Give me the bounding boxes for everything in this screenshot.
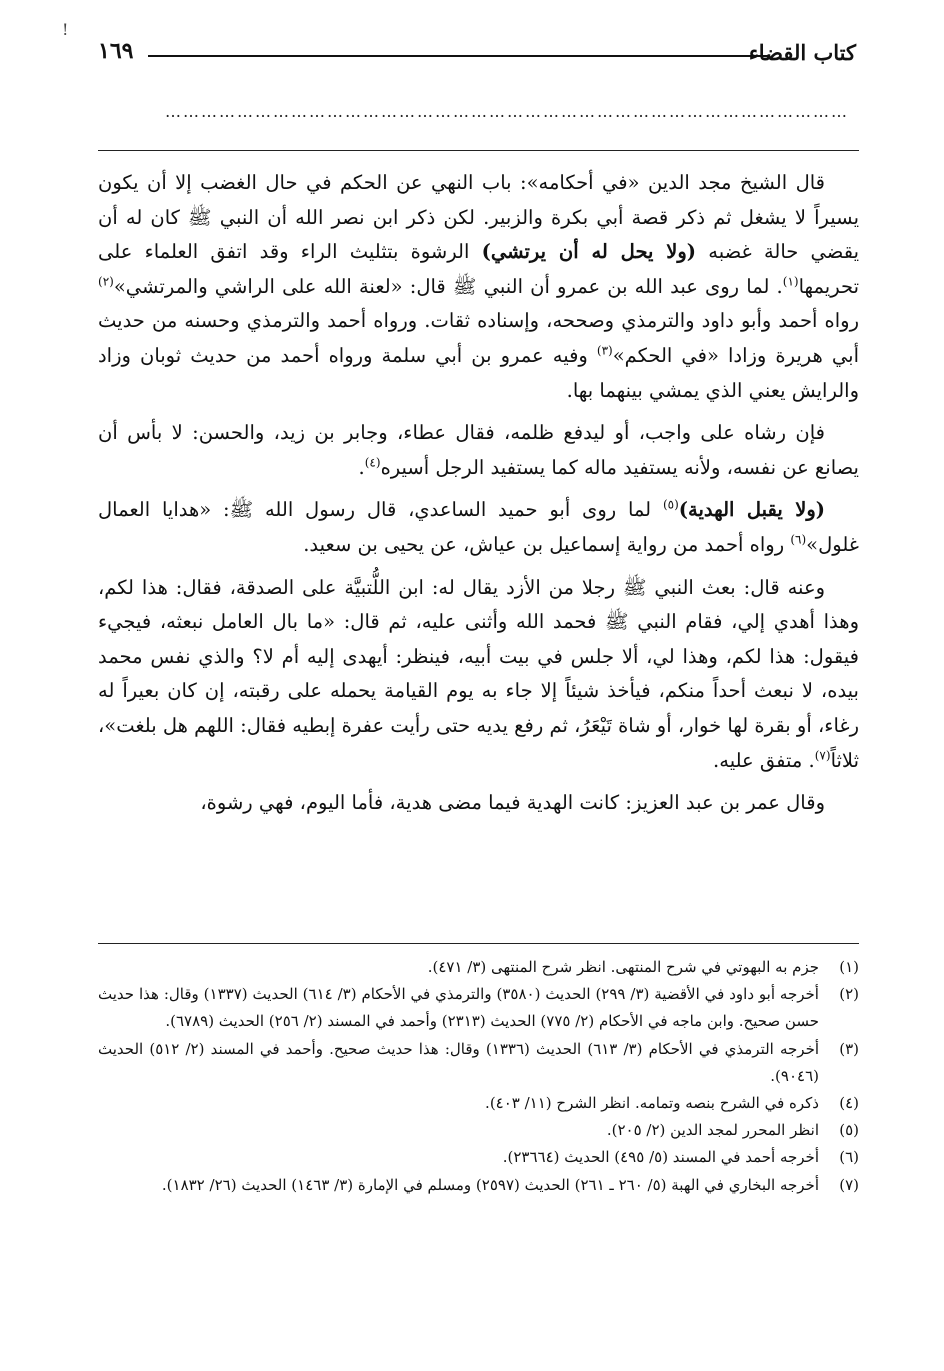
footnote-ref: (٣) xyxy=(596,343,613,358)
footnote-text: أخرجه أحمد في المسند (٥/ ٤٩٥) الحديث (٢٣٦٦٤). xyxy=(502,1148,819,1167)
paragraph xyxy=(98,166,859,408)
paragraph-text: فإن رشاه على واجب، أو ليدفع ظلمه، فقال عطاء، وجابر بن زيد، والحسن: لا بأس أن يصانع عن نفسه، ولأنه يستفيد ماله كما يستفيد الرجل أسيره xyxy=(98,421,859,479)
footnote-rule xyxy=(98,943,859,944)
paragraph xyxy=(98,493,859,562)
paragraph-text: . لما روى عبد الله بن عمرو أن النبي ﷺ قال: «لعنة الله على الراشي والمرتشي» xyxy=(113,274,783,298)
top-rule xyxy=(98,150,859,151)
separator-dots: …………………………………………………………………………………………………… xyxy=(165,102,849,121)
matn-text: (ولا يقبل الهدية) xyxy=(678,498,825,522)
main-text xyxy=(98,166,859,829)
chapter-title: كتاب القضاء xyxy=(748,40,856,65)
footnote-number: (٧) xyxy=(839,1175,859,1194)
margin-mark: ! xyxy=(62,20,69,39)
running-header xyxy=(98,38,856,70)
footnote xyxy=(98,1144,859,1171)
footnote-ref: (١) xyxy=(782,274,799,289)
footnotes xyxy=(98,954,859,1199)
footnote-number: (٢) xyxy=(839,985,859,1004)
paragraph-text: الرشوة بتثليث الراء وقد اتفق العلماء على تحريمها xyxy=(98,240,859,298)
footnote-number: (٦) xyxy=(839,1148,859,1167)
paragraph-text: رواه أحمد من رواية إسماعيل بن عياش، عن يحيى بن سعيد. xyxy=(303,532,791,556)
footnote-ref: (٢) xyxy=(98,274,114,289)
footnote xyxy=(98,1090,859,1117)
footnote-ref: (٤) xyxy=(364,455,381,470)
paragraph xyxy=(98,786,859,821)
page-number: ١٦٩ xyxy=(98,38,134,64)
footnote-text: انظر المحرر لمجد الدين (٢/ ٢٠٥). xyxy=(606,1121,819,1140)
paragraph-text: وفيه عمرو بن أبي سلمة ورواه أحمد من حديث ثوبان وزاد والرايش يعني الذي يمشي بينهما بها. xyxy=(98,343,859,402)
paragraph-text: لما روى أبو حميد الساعدي، قال رسول الله ﷺ: «هدايا العمال غلول» xyxy=(98,498,859,556)
footnote xyxy=(98,981,859,1035)
footnote-text: جزم به البهوتي في شرح المنتهى. انظر شرح المنتهى (٣/ ٤٧١). xyxy=(427,958,819,976)
footnote-ref: (٥) xyxy=(662,497,679,512)
footnote-text: ذكره في الشرح بنصه وتمامه. انظر الشرح (١١/ ٤٠٣). xyxy=(485,1094,819,1113)
footnote-number: (٥) xyxy=(839,1121,859,1140)
paragraph-text: وعنه قال: بعث النبي ﷺ رجلا من الأزد يقال له: ابن اللُّتبيَّة على الصدقة، فقال: هذا لكم، وهذا أهدي إلي، فقام النبي ﷺ فحمد الله وأثنى عليه، ثم قال: «ما بال العامل نبعثه، فيجيء فيقول: هذا لكم، وهذا لي، ألا جلس في بيت أبيه، فينظر: أيهدى إليه أم لا؟ والذي نفس محمد بيده، لا نبعث أحداً منكم، فيأخذ شيئاً إلا جاء به يوم القيامة يحمله على رقبته، إن كان بعيراً له رغاء، أو بقرة لها خوار، أو شاة تَيْعَرُ، ثم رفع يديه حتى رأيت عفرة إبطيه فقال: اللهم هل بلغت»، ثلاثاً xyxy=(98,575,859,772)
footnote xyxy=(98,1036,859,1090)
footnote-number: (٣) xyxy=(839,1039,859,1058)
footnote-number: (٤) xyxy=(839,1094,859,1113)
paragraph-text: قال الشيخ مجد الدين «في أحكامه»: باب النهي عن الحكم في حال الغضب إلا أن يكون يسيراً لا يشغل ثم ذكر قصة أبي بكرة والزبير. لكن ذكر ابن نصر الله أن النبي ﷺ كان له أن يقضي حالة غضبه xyxy=(98,171,860,264)
footnote-text: أخرجه الترمذي في الأحكام (٣/ ٦١٣) الحديث (١٣٣٦) وقال: هذا حديث صحيح. وأحمد في المسند (٢/ ٥١٢) الحديث (٩٠٤٦). xyxy=(98,1039,820,1085)
footnote xyxy=(98,954,859,981)
footnote-ref: (٦) xyxy=(790,532,807,547)
footnote xyxy=(98,1172,859,1199)
header-rule xyxy=(148,55,770,57)
paragraph-text: وقال عمر بن عبد العزيز: كانت الهدية فيما مضى هدية، فأما اليوم، فهي رشوة، xyxy=(200,791,825,815)
paragraph-text: . متفق عليه. xyxy=(713,748,815,772)
footnote-ref: (٧) xyxy=(814,748,831,762)
paragraph xyxy=(98,416,859,485)
footnote-text: أخرجه البخاري في الهبة (٥/ ٢٦٠ ـ ٢٦١) الحديث (٢٥٩٧) ومسلم في الإمارة (٣/ ١٤٦٣) الحديث (٢٦/ ١٨٣٢). xyxy=(161,1175,819,1194)
paragraph xyxy=(98,571,859,779)
footnote xyxy=(98,1117,859,1144)
footnote-number: (١) xyxy=(839,958,859,976)
paragraph-text: رواه أحمد وأبو داود والترمذي وصححه، وإسناده ثقات. ورواه أحمد والترمذي وحسنه من حديث أبي هريرة وزادا «في الحكم» xyxy=(98,309,859,367)
paragraph-text: . xyxy=(358,455,365,479)
footnote-text: أخرجه أبو داود في الأقضية (٣/ ٢٩٩) الحديث (٣٥٨٠) والترمذي في الأحكام (٣/ ٦١٤) الحديث (١٣٣٧) وقال: هذا حديث حسن صحيح. وابن ماجه في الأحكام (٢/ ٧٧٥) الحديث (٢٣١٣) وأحمد في المسند (٢/ ٢٥٦) الحديث (٦٧٨٩). xyxy=(98,985,819,1031)
matn-text: (ولا يحل له أن يرتشي) xyxy=(481,240,697,264)
